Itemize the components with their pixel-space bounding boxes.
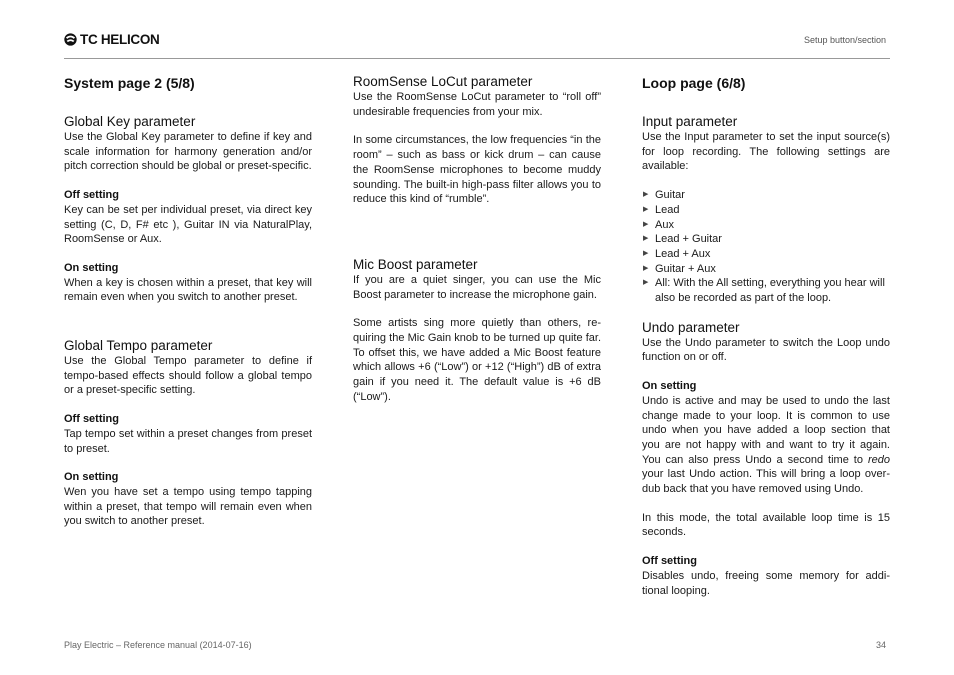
column-loop-page [642,74,890,598]
global-key-on-text: When a key is chosen within a preset, that key will remain even when you switch to another preset. [64,276,312,304]
input-option-label: Guitar [655,189,685,202]
undo-on-text [642,394,890,497]
triangle-bullet-icon: ▶ [643,191,649,199]
header-divider [64,58,890,59]
triangle-bullet-icon: ▶ [643,264,649,272]
input-option-item [642,218,890,233]
undo-on-text-before: Undo is active and may be used to undo the last change made to your loop. It is common to use undo when you have added a loop section that you are not happy with and want to try it again. You can also press Undo a second time to [642,394,890,466]
global-key-off-text: Key can be set per individual preset, via direct key setting (C, D, F# etc ), Guitar IN via NaturalPlay, RoomSense or Aux. [64,203,312,246]
input-option-item [642,276,890,305]
input-option-label: Aux [655,218,674,231]
page-title-loop: Loop page (6/8) [642,75,746,91]
roomsense-locut-text-2: In some circumstances, the low frequencies “in the room” – such as bass or kick drum – can cause the RoomSense microphones to become muddy sounding. The built-in high-pass filter allows you to reduce this kind of “rumble”. [353,134,601,206]
input-param-text: Use the Input parameter to set the input source(s) for loop recording. The following settings are available: [642,131,890,173]
undo-param-title: Undo parameter [642,319,740,335]
input-option-item [642,262,890,277]
input-option-label: Guitar + Aux [655,262,716,275]
global-tempo-on-title: On setting [64,471,119,484]
tc-helicon-logo-icon [64,33,77,46]
mic-boost-text-1: If you are a quiet singer, you can use the Mic Boost parameter to increase the microphone gain. [353,273,601,301]
triangle-bullet-icon: ▶ [643,249,649,257]
undo-off-text: Disables undo, freeing some memory for additional looping. [642,569,890,597]
input-option-item [642,203,890,218]
input-option-label: All: With the All setting, everything you hear will also be recorded as part of the loop. [655,277,885,305]
undo-mode-text: In this mode, the total available loop time is 15 seconds. [642,511,890,539]
triangle-bullet-icon: ▶ [643,205,649,213]
triangle-bullet-icon: ▶ [643,220,649,228]
undo-off-title: Off setting [642,555,697,568]
input-option-item [642,188,890,203]
undo-on-text-italic: redo [867,453,890,466]
input-option-item [642,232,890,247]
global-tempo-text: Use the Global Tempo parameter to define if tempo-based effects should follow a global tempo or a preset-specific setting. [64,355,312,397]
input-options-list [642,188,890,306]
input-option-label: Lead + Guitar [655,233,722,246]
brand-name: TC HELICON [80,32,160,47]
global-tempo-on-text: Wen you have set a tempo using tempo tapping within a preset, that tempo will remain even when you switch to another preset. [64,485,312,528]
global-tempo-off-title: Off setting [64,413,119,426]
input-option-item [642,247,890,262]
global-key-title: Global Key parameter [64,114,196,129]
triangle-bullet-icon: ▶ [643,235,649,243]
section-label: Setup button/section [803,35,886,45]
column-system-page [64,74,312,529]
input-param-title: Input parameter [642,114,738,129]
mic-boost-title: Mic Boost parameter [353,256,478,272]
input-option-label: Lead + Aux [655,247,711,260]
undo-param-text: Use the Undo parameter to switch the Loop undo function on or off. [642,336,890,364]
undo-on-title: On setting [642,380,697,393]
footer-page-number: 34 [875,640,886,650]
input-option-label: Lead [655,203,680,216]
global-key-off-title: Off setting [64,189,119,202]
footer-manual-title: Play Electric – Reference manual (2014-07-16) [64,640,252,650]
triangle-bullet-icon: ▶ [643,279,649,287]
page-title-system: System page 2 (5/8) [64,75,195,91]
global-tempo-title: Global Tempo parameter [64,338,213,354]
roomsense-locut-title: RoomSense LoCut parameter [353,74,533,89]
global-key-text: Use the Global Key parameter to define if key and scale information for harmony generation and/or pitch correction should be global or preset-specific. [64,131,312,173]
column-roomsense-mic [353,74,601,405]
mic-boost-text-2: Some artists sing more quietly than others, requiring the Mic Gain knob to be turned up quite far. To offset this, we have added a Mic Boost feature which allows +6 (“Low”) or +12 (“High”) dB of extra gain if you need it. The default value is +6 dB (“Low”). [353,317,601,403]
global-tempo-off-text: Tap tempo set within a preset changes from preset to preset. [64,427,312,455]
global-key-on-title: On setting [64,261,119,274]
brand-logo [64,32,160,47]
undo-on-text-after: your last Undo action. This will bring a loop overdub back that you have removed using Undo. [642,468,890,496]
roomsense-locut-text-1: Use the RoomSense LoCut parameter to “roll off” undesirable frequencies from your mix. [353,91,601,118]
